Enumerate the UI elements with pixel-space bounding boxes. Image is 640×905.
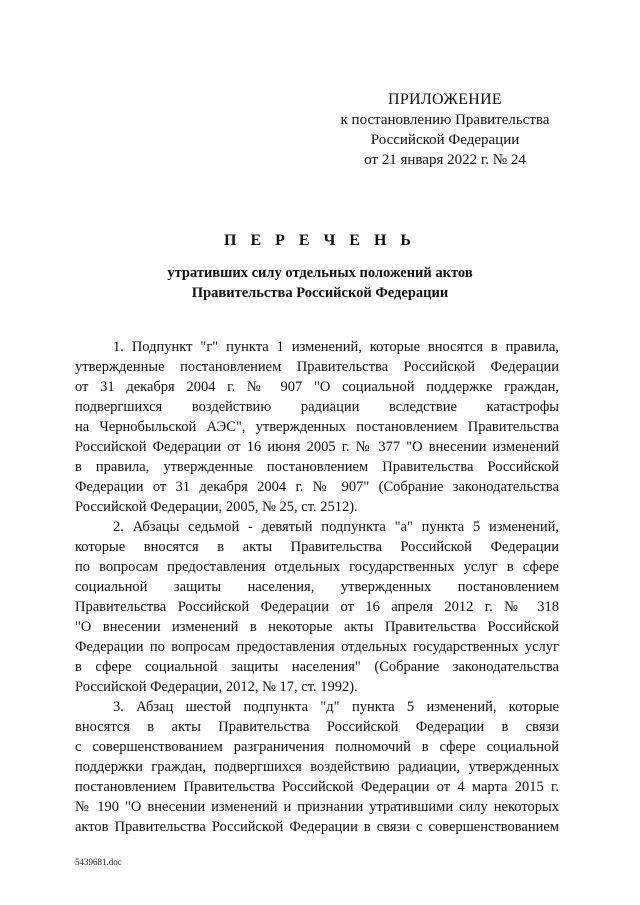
paragraph-line: 2. Абзацы седьмой - девятый подпункта "а" пункта 5 изменений,: [113, 519, 559, 535]
paragraph-2: [75, 517, 559, 697]
footer-file-code: 5439681.doc: [75, 857, 122, 867]
document-body: [75, 337, 559, 837]
document-title: П Е Р Е Ч Е Н Ь: [224, 232, 416, 249]
approval-heading: ПРИЛОЖЕНИЕ: [387, 91, 502, 108]
approval-line-1: к постановлению Правительства: [340, 112, 550, 128]
paragraph-line: с совершенствованием разграничения полномочий в сфере социальной: [75, 739, 559, 755]
paragraph-line: № 190 "О внесении изменений и признании утратившими силу некоторых: [75, 799, 559, 815]
paragraph-line: постановлением Правительства Российской Федерации от 4 марта 2015 г.: [75, 779, 559, 795]
paragraph-line: подвергшихся воздействию радиации вследствие катастрофы: [75, 399, 559, 415]
paragraph-line: от 31 декабря 2004 г. № 907 "О социальной поддержке граждан,: [75, 379, 559, 395]
paragraph-line: 3. Абзац шестой подпункта "д" пункта 5 изменений, которые: [113, 699, 559, 715]
approval-line-3: от 21 января 2022 г. № 24: [364, 152, 526, 168]
subtitle-line-1: утративших силу отдельных положений актов: [167, 265, 473, 281]
document-subtitle: [0, 263, 640, 303]
paragraph-line: актов Правительства Российской Федерации в связи с совершенствованием: [75, 819, 559, 835]
paragraph-line: на Чернобыльской АЭС", утвержденных постановлением Правительства: [75, 419, 559, 435]
paragraph-line: которые вносятся в акты Правительства Российской Федерации: [75, 539, 559, 555]
subtitle-line-2: Правительства Российской Федерации: [191, 285, 449, 301]
paragraph-line: утвержденные постановлением Правительства Российской Федерации: [75, 359, 559, 375]
paragraph-line: по вопросам предоставления отдельных государственных услуг в сфере: [75, 559, 559, 575]
paragraph-line: Правительства Российской Федерации от 16 апреля 2012 г. № 318: [75, 599, 559, 615]
approval-stamp-block: [330, 90, 560, 170]
paragraph-line: 1. Подпункт "г" пункта 1 изменений, которые вносятся в правила,: [113, 339, 559, 355]
approval-line-2: Российской Федерации: [370, 132, 520, 148]
paragraph-1: [75, 337, 559, 517]
paragraph-line: Федерации от 31 декабря 2004 г. № 907" (Собрание законодательства: [75, 479, 559, 495]
paragraph-line: Российской Федерации, 2012, № 17, ст. 1992).: [75, 679, 358, 695]
paragraph-line: в правила, утвержденные постановлением Правительства Российской: [75, 459, 559, 475]
paragraph-line: "О внесении изменений в некоторые акты Правительства Российской: [75, 619, 559, 635]
paragraph-line: социальной защиты населения, утвержденных постановлением: [75, 579, 559, 595]
paragraph-line: вносятся в акты Правительства Российской Федерации в связи: [75, 719, 559, 735]
paragraph-line: Российской Федерации от 16 июня 2005 г. № 377 "О внесении изменений: [75, 439, 559, 455]
paragraph-line: Российской Федерации, 2005, № 25, ст. 2512).: [75, 499, 358, 515]
paragraph-line: поддержки граждан, подвергшихся воздействию радиации, утвержденных: [75, 759, 559, 775]
paragraph-line: Федерации по вопросам предоставления отдельных государственных услуг: [75, 639, 559, 655]
paragraph-line: в сфере социальной защиты населения" (Собрание законодательства: [75, 659, 559, 675]
paragraph-3: [75, 697, 559, 837]
